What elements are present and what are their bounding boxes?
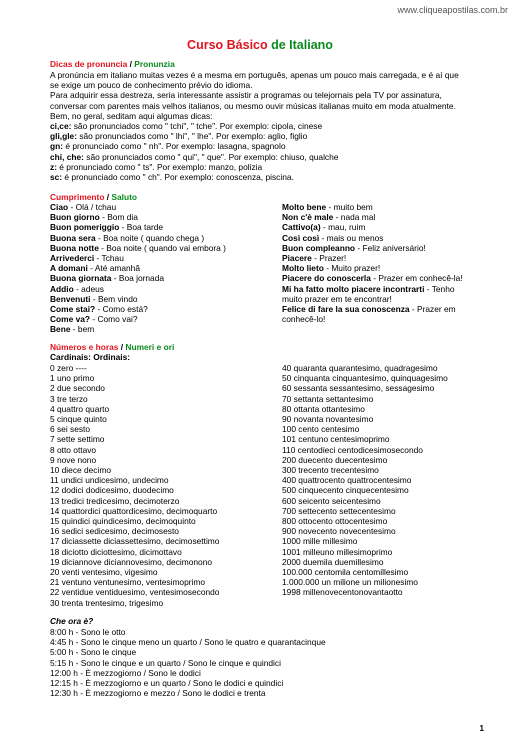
number-item: 800 ottocento ottocentesimo — [282, 516, 388, 527]
term: Molto lieto — [282, 263, 324, 274]
term: Così così — [282, 232, 320, 243]
greeting-item — [50, 304, 226, 314]
greeting-item — [50, 294, 226, 304]
greeting-item — [50, 273, 226, 283]
greeting-item — [282, 284, 463, 294]
site-url: www.cliqueapostilas.com.br — [397, 5, 508, 15]
number-item: 15 quindici quindicesimo, decimoquinto — [50, 516, 196, 527]
description: é pronunciado como " nh". Por exemplo: lasagna, spagnolo — [63, 141, 286, 152]
description: - Como está? — [95, 304, 148, 315]
greeting-item — [282, 222, 463, 232]
pronuncia-line — [50, 70, 490, 80]
number-item: 80 ottanta ottantesimo — [282, 403, 365, 414]
number-item: 100 cento centesimo — [282, 424, 360, 435]
term: chi, che: — [50, 151, 84, 162]
page-number: 1 — [479, 724, 484, 733]
description: - Tchau — [94, 253, 124, 264]
number-item: 110 centodieci centodicesimosecondo — [282, 444, 423, 455]
page-title — [0, 40, 520, 50]
number-item: 30 trenta trentesimo, trigesimo — [50, 597, 164, 608]
heading-red: Cumprimento — [50, 192, 105, 202]
description: - Bem vindo — [90, 293, 138, 304]
number-item: 1001 milleuno millesimoprimo — [282, 546, 393, 557]
term: Buon giorno — [50, 212, 100, 223]
numeros-subheading: Cardinais: Ordinais: — [50, 352, 131, 362]
greeting-item — [50, 212, 226, 222]
number-item: 400 quattrocento quattrocentesimo — [282, 475, 412, 486]
section-heading-numeros — [50, 342, 174, 352]
term: Felice di fare la sua conoscenza — [282, 304, 410, 315]
number-item: 13 tredici tredicesimo, decimoterzo — [50, 495, 180, 506]
term: Bene — [50, 324, 71, 335]
pronuncia-line — [50, 152, 490, 162]
description: A pronúncia em italiano muitas vezes é a mesma em português, apenas um pouco mais carregada, e é aí que — [50, 70, 459, 80]
description: muito prazer em te encontrar! — [282, 293, 392, 304]
number-item: 7 sette settimo — [50, 434, 105, 445]
number-item: 12 dodici dodicesimo, duodecimo — [50, 485, 174, 496]
description: - nada mal — [333, 212, 376, 223]
number-item: 5 cinque quinto — [50, 414, 107, 425]
number-item: 20 venti ventesimo, vigesimo — [50, 567, 158, 578]
term: Cattivo(a) — [282, 222, 321, 233]
greeting-item — [282, 304, 463, 314]
heading-sep: / — [104, 192, 112, 202]
number-item: 300 trecento trecentesimo — [282, 465, 379, 476]
term: Mi ha fatto molto piacere incontrarti — [282, 283, 425, 294]
time-item: 4:45 h - Sono le cinque meno un quarto / Sono le quatro e quarantacinque — [50, 637, 326, 648]
time-item: 5:00 h - Sono le cinque — [50, 647, 137, 658]
description: - adeus — [73, 283, 104, 294]
description: - mau, ruim — [320, 222, 366, 233]
description: - Prazer em — [409, 304, 456, 315]
description: se exige um pouco de conhecimento prévio do idioma. — [50, 80, 253, 91]
term: Ciao — [50, 202, 69, 212]
term: ci,ce: — [50, 121, 72, 132]
ora-lines — [50, 627, 326, 698]
number-item: 700 settecento settecentesimo — [282, 505, 396, 516]
description: - Boa tarde — [119, 222, 164, 233]
number-item: 4 quattro quarto — [50, 403, 110, 414]
time-item: 8:00 h - Sono le otto — [50, 627, 126, 637]
term: Benvenuti — [50, 293, 91, 304]
number-item: 22 ventidue ventiduesimo, ventesimosecondo — [50, 587, 220, 598]
description: é pronunciado como " ch". Por exemplo: conoscenza, piscina. — [62, 172, 294, 183]
description: conhecê-lo! — [282, 314, 326, 325]
heading-red: Dicas de pronuncia — [50, 59, 128, 69]
number-item: 6 sei sesto — [50, 424, 91, 435]
term: gn: — [50, 141, 64, 152]
description: - Feliz aniversário! — [355, 242, 426, 253]
term: Buona giornata — [50, 273, 112, 284]
number-item: 1.000.000 un milione un milionesimo — [282, 577, 418, 588]
greeting-item — [282, 233, 463, 243]
term: z: — [50, 161, 57, 172]
description: é pronunciado como " ts". Por exemplo: manzo, polizia — [56, 161, 263, 172]
pronuncia-line — [50, 131, 490, 141]
description: Para adquirir essa destreza, seria interessante assistir a programas ou telejornais pela TV por assinatura, — [50, 90, 442, 101]
description: são pronunciados como " lhi", " lhe". Por exemplo: aglio, figlio — [77, 131, 308, 142]
heading-green: Saluto — [111, 192, 138, 202]
number-item: 0 zero ---- — [50, 363, 87, 373]
heading-sep: / — [118, 342, 126, 352]
greeting-item — [50, 284, 226, 294]
number-item: 200 duecento duecentesimo — [282, 454, 388, 465]
pronuncia-line — [50, 111, 490, 121]
description: - Boa noite ( quando vai embora ) — [98, 242, 226, 253]
greeting-item — [282, 253, 463, 263]
time-item: 12:15 h - È mezzogiorno e un quarto / Sono le dodici e quindici — [50, 678, 284, 689]
term: A domani — [50, 263, 88, 274]
greeting-item — [50, 233, 226, 243]
number-item: 50 cinquanta cinquantesimo, quinquagesimo — [282, 373, 448, 384]
number-item: 900 novecento novecentesimo — [282, 526, 396, 537]
term: Buon compleanno — [282, 242, 356, 253]
term: Buona notte — [50, 242, 99, 253]
number-item: 1 uno primo — [50, 373, 95, 384]
pronuncia-line — [50, 172, 490, 182]
term: Buona sera — [50, 232, 96, 243]
greeting-item — [282, 273, 463, 283]
number-item: 70 settanta settantesimo — [282, 393, 374, 404]
term: Non c'è male — [282, 212, 334, 223]
number-item: 1998 millenovecentonovantaotto — [282, 587, 403, 598]
number-item: 8 otto ottavo — [50, 444, 97, 455]
number-item: 40 quaranta quarantesimo, quadragesimo — [282, 363, 438, 373]
section-heading-pronuncia — [50, 59, 175, 69]
description: - mais ou menos — [319, 232, 384, 243]
greeting-item — [282, 212, 463, 222]
greeting-item — [282, 294, 463, 304]
description: - bem — [70, 324, 95, 335]
term: Molto bene — [282, 202, 327, 212]
greeting-item — [282, 263, 463, 273]
term: Buon pomeriggio — [50, 222, 120, 233]
description: - Muito prazer! — [323, 263, 381, 274]
description: - Prazer em conhecê-la! — [370, 273, 463, 284]
number-item: 90 novanta novantesimo — [282, 414, 374, 425]
greeting-item — [282, 314, 463, 324]
description: são pronunciados como " tchi", " tche". Por exemplo: cipola, cinese — [71, 121, 323, 132]
pronuncia-line — [50, 121, 490, 131]
cumprimento-right-column — [282, 202, 463, 324]
number-item: 60 sessanta sessantesimo, sessagesimo — [282, 383, 435, 394]
pronuncia-line — [50, 141, 490, 151]
pronuncia-line — [50, 90, 490, 100]
term: Arrivederci — [50, 253, 95, 264]
description: - Bom dia — [99, 212, 138, 223]
time-item: 5:15 h - Sono le cinque e un quarto / Sono le cinque e quindici — [50, 657, 281, 668]
number-item: 101 centuno centesimoprimo — [282, 434, 390, 445]
greeting-item — [50, 263, 226, 273]
numeros-right-column — [282, 363, 448, 598]
greeting-item — [282, 202, 463, 212]
number-item: 18 diciotto diciottesimo, dicimottavo — [50, 546, 182, 557]
title-part2: de Italiano — [267, 38, 333, 52]
term: Piacere — [282, 253, 312, 264]
numeros-left-column — [50, 363, 219, 608]
time-item: 12:00 h - È mezzogiorno / Sono le dodici — [50, 667, 201, 678]
heading-green: Numeri e ori — [125, 342, 175, 352]
description: - Até amanhã — [87, 263, 140, 274]
cumprimento-left-column — [50, 202, 226, 335]
number-item: 1000 mille millesimo — [282, 536, 358, 547]
description: conversar com parentes mais velhos italianos, ou mesmo ouvir músicas italianas muito em moda atualmente. — [50, 100, 456, 111]
greeting-item — [50, 202, 226, 212]
description: são pronunciados como " qui", " que". Por exemplo: chiuso, qualche — [83, 151, 339, 162]
description: - Prazer! — [311, 253, 347, 264]
heading-sep: / — [127, 59, 135, 69]
greeting-item — [282, 243, 463, 253]
description: - Olá / tchau — [68, 202, 117, 212]
heading-red: Números e horas — [50, 342, 119, 352]
term: Piacere do conoscerla — [282, 273, 371, 284]
term: Come va? — [50, 314, 91, 325]
number-item: 17 diciassette diciassettesimo, decimosettimo — [50, 536, 220, 547]
greeting-item — [50, 324, 226, 334]
number-item: 100.000 centomila centomillesimo — [282, 567, 409, 578]
number-item: 10 diece decimo — [50, 465, 111, 476]
number-item: 600 seicento seicentesimo — [282, 495, 381, 506]
heading-green: Pronunzia — [134, 59, 175, 69]
number-item: 3 tre terzo — [50, 393, 88, 404]
description: - Boa jornada — [111, 273, 165, 284]
number-item: 500 cinquecento cinquecentesimo — [282, 485, 409, 496]
greeting-item — [50, 253, 226, 263]
number-item: 14 quattordici quattordicesimo, decimoquarto — [50, 505, 218, 516]
term: gli,gle: — [50, 131, 77, 142]
description: - Como vai? — [90, 314, 138, 325]
term: Addio — [50, 283, 74, 294]
number-item: 2000 duemila duemillesimo — [282, 556, 384, 567]
greeting-item — [50, 314, 226, 324]
number-item: 19 diciannove diciannovesimo, decimonono — [50, 556, 213, 567]
title-part1: Curso Básico — [187, 38, 268, 52]
greeting-item — [50, 222, 226, 232]
pronuncia-line — [50, 80, 490, 90]
term: sc: — [50, 172, 63, 183]
description: - Tenho — [424, 283, 455, 294]
pronuncia-line — [50, 101, 490, 111]
greeting-item — [50, 243, 226, 253]
number-item: 16 sedici sedicesimo, decimosesto — [50, 526, 179, 537]
number-item: 21 ventuno ventunesimo, ventesimoprimo — [50, 577, 206, 588]
pronuncia-text — [50, 70, 490, 182]
description: Bem, no geral, seditam aqui algumas dicas: — [50, 110, 213, 121]
section-heading-cumprimento — [50, 192, 137, 202]
number-item: 2 due secondo — [50, 383, 105, 394]
number-item: 9 nove nono — [50, 454, 97, 465]
time-item: 12:30 h - È mezzogiorno e mezzo / Sono le dodici e trenta — [50, 688, 266, 699]
description: - Boa noite ( quando chega ) — [95, 232, 205, 243]
term: Come stai? — [50, 304, 96, 315]
description: - muito bem — [326, 202, 373, 212]
section-heading-ora: Che ora è? — [50, 616, 94, 626]
pronuncia-line — [50, 162, 490, 172]
number-item: 11 undici undicesimo, undecimo — [50, 475, 169, 486]
